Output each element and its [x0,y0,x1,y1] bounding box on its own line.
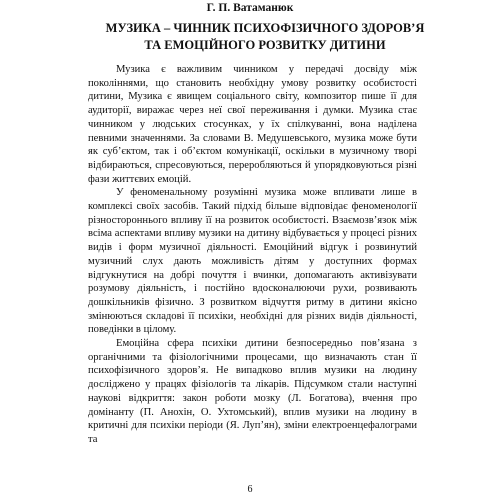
title-line-1: МУЗИКА – ЧИННИК ПСИХОФІЗИЧНОГО ЗДОРОВ’Я [105,21,425,35]
title-line-2: ТА ЕМОЦІЙНОГО РОЗВИТКУ ДИТИНИ [144,38,386,52]
page-number: 6 [247,484,253,495]
paragraph-3: Емоційна сфера психіки дитини безпосередньо пов’язана з органічними та фізіологічними процесами, що визначають стан її психофізичного здоров’я. Не випадково вплив музики на людину досліджено у працях фізіологів та лікарів. Підсумком стали наступні наукові відкриття: закон роботи мозку (Л. Богатова), вчення про домінанту (П. Анохін, О. Ухтомський), вплив музики на людину в критичні для психіки періоди (Я. Луп’ян), зміни електроенцефалограми та [88,338,417,445]
author-name: Г. П. Ватаманюк [206,2,294,14]
paragraph-1: Музика є важливим чинником у передачі досвіду між поколіннями, що становить необхідну умову розвитку особистості дитини, Музика є явищем соціального світу, композитор пише її для аудиторії, виражає через неї свої переживання і думки. Музика стає чинником у людських стосунках, у їх спілкуванні, вона наділена певними значеннями. За словами В. Медушевського, музика може бути як суб’єктом, так і об’єктом комунікації, оскільки в музичному творі відбираються, спресовуються, переробляються й упорядковуються різні фази життєвих емоцій. [88,64,417,185]
paragraph-2: У феноменальному розумінні музика може впливати лише в комплексі своїх засобів. Такий підхід більше відповідає феноменології різностороннього впливу її на розвиток особистості. Взаємозв’язок між всіма аспектами впливу музики на дитину відбувається у процесі різних видів і форм музичної діяльності. Емоційний відгук і розвинутий музичний слух дають можливість дітям у доступних формах відгукнутися на добрі почуття і вчинки, допомагають активізувати розумову діяльність, і постійно вдосконалюючи рухи, розвивають дошкільників фізично. З розвитком відчуття ритму в дитини якісно змінюються складові її психіки, необхідні для різних видів діяльності, поведінки в цілому. [88,187,417,336]
article-body [88,63,417,447]
article-title [70,20,460,54]
